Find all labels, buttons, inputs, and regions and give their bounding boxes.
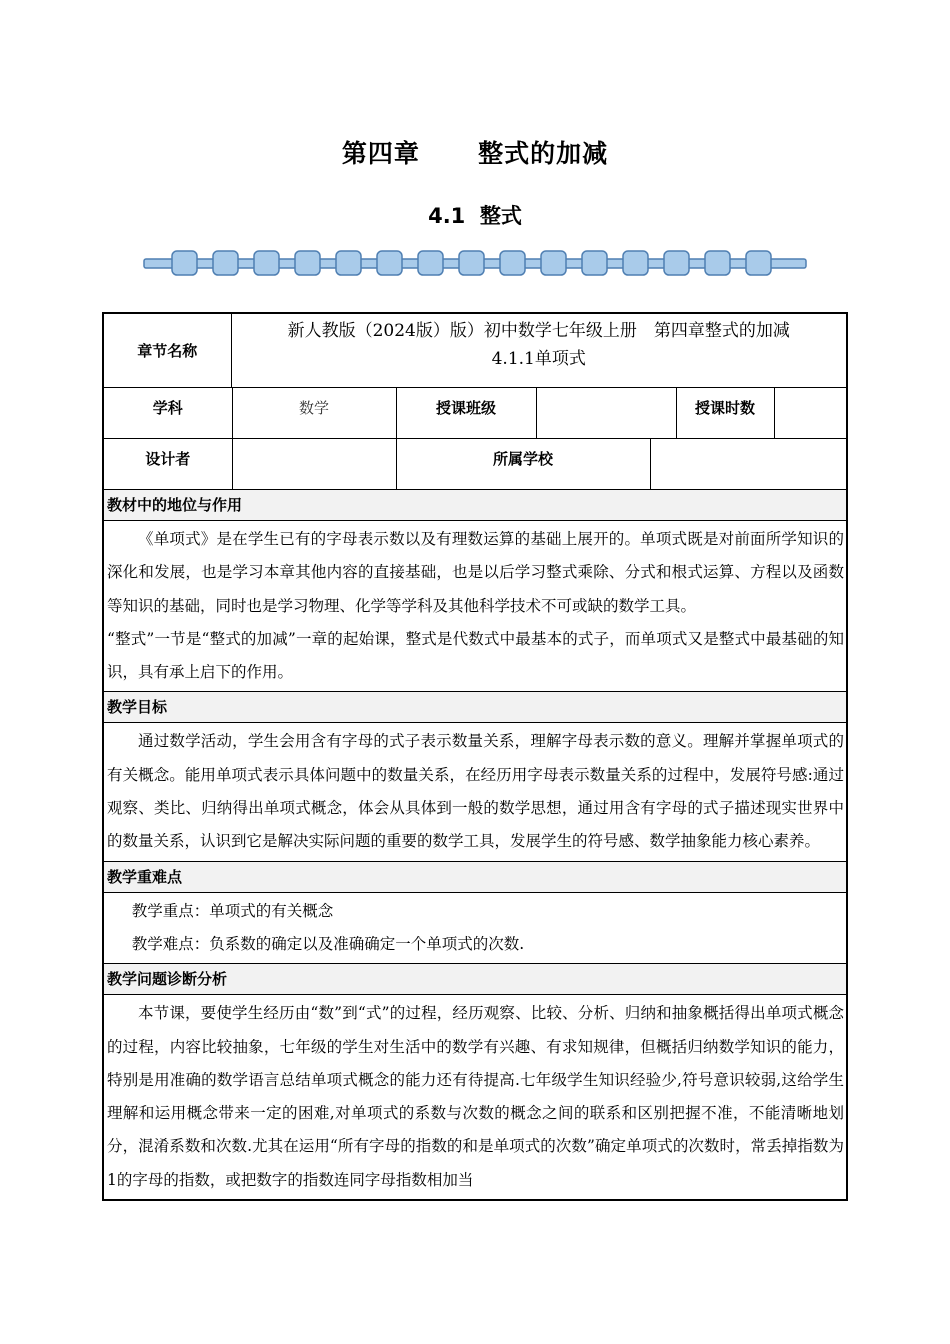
designer-row	[103, 439, 847, 490]
hours-label: 授课时数	[676, 388, 774, 438]
chain-link	[664, 251, 689, 275]
keypoints-section-title: 教学重难点	[103, 861, 847, 892]
designer-label: 设计者	[104, 439, 232, 489]
chapter-name-line1: 新人教版（2024版）版）初中数学七年级上册 第四章整式的加减	[287, 321, 790, 341]
chain-link	[295, 251, 320, 275]
paragraph: 通过数学活动，学生会用含有字母的式子表示数量关系，理解字母表示数的意义。理解并掌握单项式的有关概念。能用单项式表示具体问题中的数量关系，在经历用字母表示数量关系的过程中，发展符号感:通过观察、类比、归纳得出单项式概念，体会从具体到一般的数学思想，通过用含有字母的式子描述现实世界中的数量关系，认识到它是解决实际问题的重要的数学工具，发展学生的符号感、数学抽象能力核心素养。	[107, 732, 844, 851]
chain-link	[541, 251, 566, 275]
chapter-name-line2: 4.1.1单项式	[491, 349, 586, 369]
paragraph: 《单项式》是在学生已有的字母表示数以及有理数运算的基础上展开的。单项式既是对前面所学知识的深化和发展，也是学习本章其他内容的直接基础，也是以后学习整式乘除、分式和根式运算、方程以及函数等知识的基础，同时也是学习物理、化学等学科及其他科学技术不可或缺的数学工具。	[107, 530, 844, 615]
school-value	[650, 439, 846, 489]
chain-link	[336, 251, 361, 275]
position-section-title: 教材中的地位与作用	[103, 490, 847, 521]
chain-link	[459, 251, 484, 275]
subject-value: 数学	[232, 388, 396, 438]
chain-divider-icon	[0, 0, 950, 300]
chain-link	[705, 251, 730, 275]
chain-link	[418, 251, 443, 275]
diagnosis-section-body	[103, 995, 847, 1200]
class-label: 授课班级	[396, 388, 536, 438]
subject-row	[103, 388, 847, 439]
difficulty-point: 教学难点：负系数的确定以及准确确定一个单项式的次数.	[131, 934, 525, 953]
position-section-body	[103, 521, 847, 692]
chain-link	[377, 251, 402, 275]
goals-section-body	[103, 723, 847, 861]
chain-link	[623, 251, 648, 275]
keypoints-section-body	[103, 892, 847, 964]
school-label: 所属学校	[396, 439, 650, 489]
lesson-info-table	[102, 312, 848, 1201]
paragraph: 本节课，要使学生经历由“数”到“式”的过程，经历观察、比较、分析、归纳和抽象概括得出单项式概念的过程，内容比较抽象，七年级的学生对生活中的数学有兴趣、有求知规律，但概括归纳数学知识的能力，特别是用准确的数学语言总结单项式概念的能力还有待提高.七年级学生知识经验少,符号意识较弱,这给学生理解和运用概念带来一定的困难,对单项式的系数与次数的概念之间的联系和区别把握不准，不能清晰地划分，混淆系数和次数.尤其在运用“所有字母的指数的和是单项式的次数”确定单项式的次数时，常丢掉指数为1的字母的指数，或把数字的指数连同字母指数相加当	[107, 1004, 844, 1189]
chain-link	[500, 251, 525, 275]
goals-section-title: 教学目标	[103, 692, 847, 723]
chain-link	[213, 251, 238, 275]
chain-link	[746, 251, 771, 275]
class-value	[536, 388, 676, 438]
chain-link	[582, 251, 607, 275]
subject-label: 学科	[104, 388, 232, 438]
designer-value	[232, 439, 396, 489]
key-point: 教学重点：单项式的有关概念	[131, 901, 334, 920]
hours-value	[774, 388, 846, 438]
section-title: 4.1 整式	[428, 204, 522, 228]
chapter-name-label: 章节名称	[103, 313, 231, 388]
chapter-title: 第四章 整式的加减	[341, 139, 609, 168]
chapter-name-value	[231, 313, 847, 388]
chain-link	[172, 251, 197, 275]
diagnosis-section-title: 教学问题诊断分析	[103, 964, 847, 995]
paragraph: “整式”一节是“整式的加减”一章的起始课，整式是代数式中最基本的式子，而单项式又是整式中最基础的知识，具有承上启下的作用。	[107, 629, 844, 682]
chain-link	[254, 251, 279, 275]
